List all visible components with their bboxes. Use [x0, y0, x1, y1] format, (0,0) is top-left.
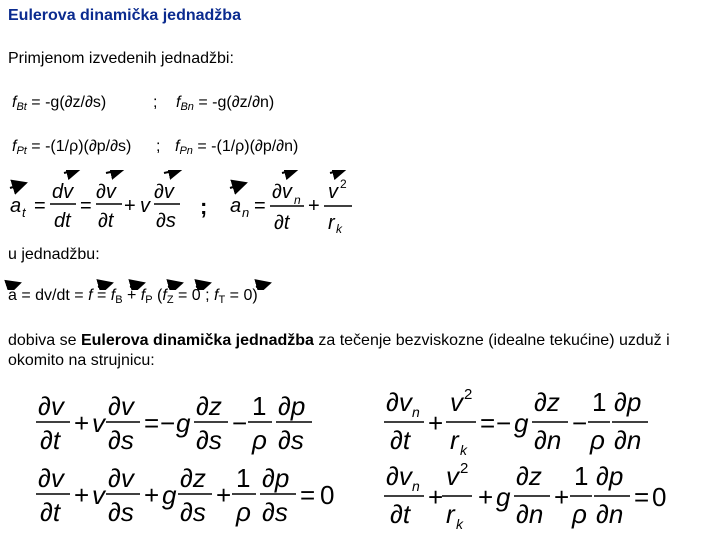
svg-text:=: =: [634, 482, 650, 512]
svg-text:∂t: ∂t: [40, 425, 61, 455]
euler-normal-eq-zero: [384, 460, 666, 532]
svg-text:∂t: ∂t: [390, 425, 411, 455]
svg-text:∂p: ∂p: [262, 463, 290, 493]
svg-text:=: =: [34, 195, 46, 217]
svg-text:∂s: ∂s: [196, 425, 222, 455]
svg-text:v: v: [446, 461, 459, 491]
svg-text:∂p: ∂p: [596, 461, 624, 491]
svg-text:∂n: ∂n: [516, 499, 544, 529]
svg-text:−: −: [160, 408, 176, 438]
svg-text:ρ: ρ: [236, 497, 251, 527]
svg-text:a: a: [230, 195, 242, 217]
svg-text:∂t: ∂t: [274, 212, 290, 234]
formula-separator: ;: [200, 194, 208, 219]
svg-text:+: +: [144, 480, 160, 510]
intro-text: Primjenom izvedenih jednadžbi:: [8, 50, 234, 67]
svg-text:∂s: ∂s: [278, 425, 304, 455]
newton-vector-arrows: [0, 274, 300, 290]
svg-text:0: 0: [652, 482, 667, 512]
svg-text:v: v: [450, 387, 463, 417]
svg-text:∂z: ∂z: [196, 391, 222, 421]
svg-text:∂v: ∂v: [108, 463, 134, 493]
svg-text:∂s: ∂s: [156, 210, 176, 232]
description-paragraph: dobiva se Eulerova dinamička jednadžba za tečenje bezviskozne (idealne tekućine) uzduž i okomito na strujnicu:: [8, 332, 670, 369]
acceleration-formulas: [0, 170, 380, 240]
svg-text:∂v: ∂v: [272, 181, 292, 203]
svg-text:n: n: [412, 478, 420, 494]
svg-text:dv: dv: [52, 181, 74, 203]
svg-text:∂p: ∂p: [614, 387, 642, 417]
svg-text:∂z: ∂z: [516, 461, 542, 491]
svg-text:1: 1: [592, 387, 607, 417]
svg-text:v: v: [328, 181, 338, 203]
euler-tangent-eq-zero: [36, 463, 334, 527]
into-text: u jednadžbu:: [8, 246, 100, 263]
svg-text:2: 2: [460, 460, 469, 477]
eq-gravity-normal: $f_{Bn} = -g(\partial z/\partial n)$: [176, 94, 275, 113]
svg-text:g: g: [496, 482, 511, 512]
svg-text:+: +: [308, 195, 320, 217]
euler-normal-eq: [384, 386, 648, 458]
svg-text:ρ: ρ: [572, 499, 587, 529]
svg-text:=: =: [480, 408, 496, 438]
svg-text:2: 2: [464, 386, 473, 403]
svg-text:g: g: [176, 408, 191, 438]
svg-text:r: r: [328, 212, 335, 234]
svg-text:∂n: ∂n: [596, 499, 624, 529]
svg-text:k: k: [336, 222, 342, 236]
svg-text:g: g: [162, 480, 177, 510]
svg-text:dt: dt: [54, 210, 71, 232]
svg-text:r: r: [450, 425, 459, 455]
svg-text:∂t: ∂t: [40, 497, 61, 527]
svg-text:−: −: [572, 408, 588, 438]
svg-text:a: a: [10, 195, 22, 217]
svg-text:v: v: [92, 408, 105, 438]
svg-text:1: 1: [236, 463, 251, 493]
svg-text:∂v: ∂v: [108, 391, 134, 421]
svg-text:∂s: ∂s: [108, 425, 134, 455]
svg-text:=: =: [80, 195, 92, 217]
svg-text:∂v: ∂v: [96, 181, 116, 203]
eq-pressure-tangent: $f_{Pt} = -(1/\rho)(\partial p/\partial s)$: [12, 138, 132, 157]
svg-text:∂t: ∂t: [98, 210, 114, 232]
svg-text:∂s: ∂s: [180, 497, 206, 527]
svg-text:k: k: [456, 516, 463, 532]
svg-text:+: +: [554, 482, 570, 512]
svg-text:∂z: ∂z: [534, 387, 560, 417]
eq-separator: ;: [156, 138, 161, 155]
svg-text:n: n: [412, 404, 420, 420]
page-title: Eulerova dinamička jednadžba: [8, 7, 241, 24]
tangential-acceleration-formula: [10, 170, 182, 232]
svg-text:∂z: ∂z: [180, 463, 206, 493]
svg-text:∂s: ∂s: [108, 497, 134, 527]
svg-text:∂n: ∂n: [614, 425, 642, 455]
vector-arrow-icon: [10, 183, 26, 188]
svg-text:+: +: [74, 480, 90, 510]
svg-text:1: 1: [252, 391, 267, 421]
svg-text:−: −: [496, 408, 512, 438]
euler-tangent-eq: [36, 391, 312, 455]
svg-text:+: +: [428, 482, 444, 512]
svg-text:∂n: ∂n: [534, 425, 562, 455]
svg-text:∂v: ∂v: [38, 463, 64, 493]
svg-text:1: 1: [574, 461, 589, 491]
svg-text:k: k: [460, 442, 467, 458]
svg-text:g: g: [514, 408, 529, 438]
svg-text:+: +: [216, 480, 232, 510]
svg-text:=: =: [254, 195, 266, 217]
eq-gravity-tangent: $f_{Bt} = -g(\partial z/\partial s)$: [12, 94, 107, 113]
normal-acceleration-formula: [230, 170, 352, 236]
svg-text:+: +: [124, 195, 136, 217]
svg-text:r: r: [446, 499, 455, 529]
svg-text:∂v: ∂v: [386, 387, 412, 417]
svg-text:0: 0: [320, 480, 335, 510]
euler-equations: [0, 385, 720, 535]
svg-text:v: v: [140, 195, 150, 217]
newton-law: $a = dv/dt = f = f_B + f_P$ ($f_Z = 0$ ; $f_T = 0$): [8, 287, 258, 306]
svg-text:n: n: [242, 205, 250, 220]
svg-text:∂v: ∂v: [154, 181, 174, 203]
svg-text:+: +: [428, 408, 444, 438]
svg-text:∂p: ∂p: [278, 391, 306, 421]
svg-text:=: =: [144, 408, 160, 438]
svg-text:∂v: ∂v: [386, 461, 412, 491]
svg-text:ρ: ρ: [590, 425, 605, 455]
svg-text:−: −: [232, 408, 248, 438]
svg-text:t: t: [22, 205, 26, 220]
eq-pressure-normal: $f_{Pn} = -(1/\rho)(\partial p/\partial n)$: [175, 138, 299, 157]
svg-text:+: +: [74, 408, 90, 438]
svg-text:n: n: [294, 193, 301, 207]
svg-text:v: v: [92, 480, 105, 510]
svg-text:+: +: [478, 482, 494, 512]
svg-text:2: 2: [340, 177, 347, 191]
eq-separator: ;: [153, 94, 158, 111]
svg-text:∂t: ∂t: [390, 499, 411, 529]
svg-text:∂s: ∂s: [262, 497, 288, 527]
svg-text:ρ: ρ: [252, 425, 267, 455]
svg-text:=: =: [300, 480, 316, 510]
svg-text:∂v: ∂v: [38, 391, 64, 421]
